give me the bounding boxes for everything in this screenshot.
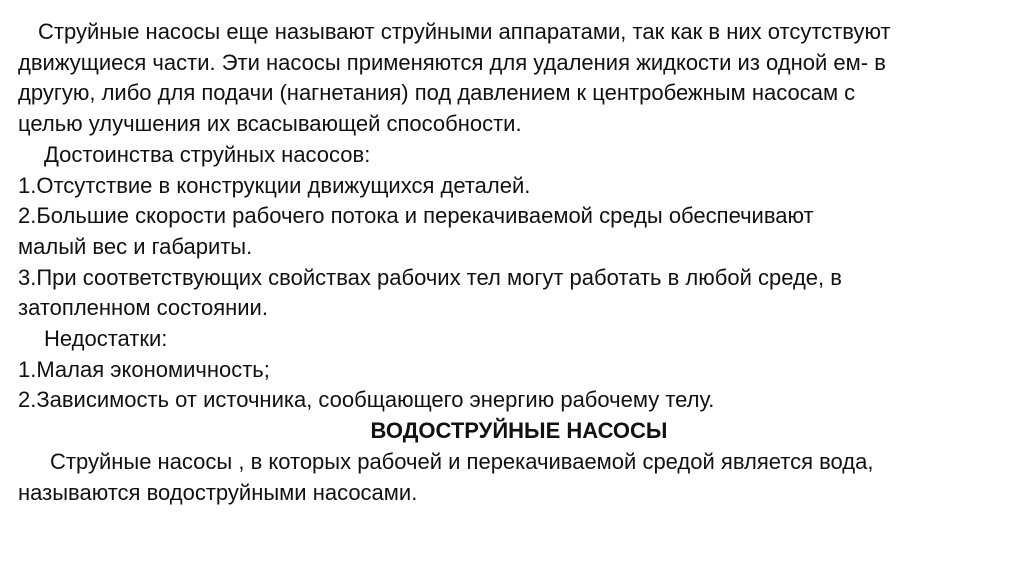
advantage-item-continued: малый вес и габариты. — [18, 233, 253, 259]
intro-line: Струйные насосы еще называют струйными аппаратами, так как в них отсутствуют — [38, 19, 891, 44]
disadvantage-item: 1.Малая экономичность; — [18, 356, 270, 382]
disadvantages-title: Недостатки: — [44, 326, 168, 352]
advantage-item: 2.Большие скорости рабочего потока и перекачиваемой среды обеспечивают — [18, 203, 814, 229]
water-jet-line: называются водоструйными насосами. — [18, 479, 418, 505]
intro-line: движущиеся части. Эти насосы применяются для удаления жидкости из одной ем- в — [18, 49, 886, 75]
intro-line: целью улучшения их всасывающей способности. — [18, 111, 522, 137]
section-heading: ВОДОСТРУЙНЫЕ НАСОСЫ — [370, 418, 668, 444]
disadvantage-item: 2.Зависимость от источника, сообщающего энергию рабочему телу. — [18, 387, 715, 413]
advantage-item: 1.Отсутствие в конструкции движущихся деталей. — [18, 172, 531, 198]
advantage-item-continued: затопленном состоянии. — [18, 295, 268, 321]
advantage-item: 3.При соответствующих свойствах рабочих тел могут работать в любой среде, в — [18, 264, 842, 290]
water-jet-line: Струйные насосы , в которых рабочей и перекачиваемой средой является вода, — [50, 448, 874, 474]
slide-content — [18, 17, 1008, 508]
intro-line: другую, либо для подачи (нагнетания) под давлением к центробежным насосам с — [18, 80, 856, 106]
advantages-title: Достоинства струйных насосов: — [44, 141, 371, 167]
